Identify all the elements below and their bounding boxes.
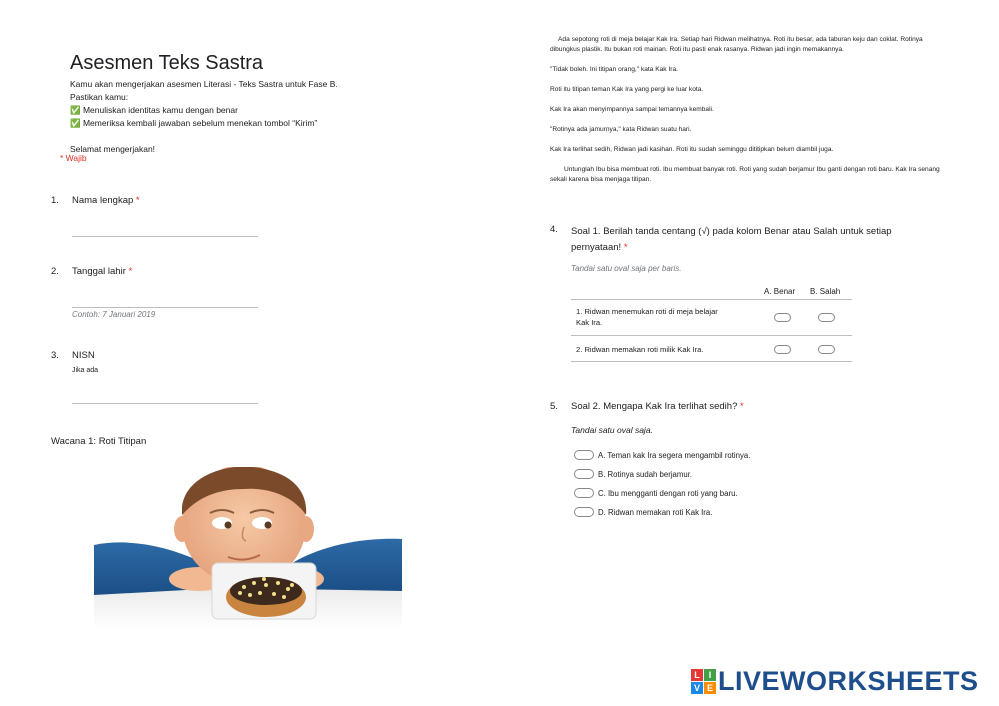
q4-label: Soal 1. Berilah tanda centang (√) pada kolom Benar atau Salah untuk setiap pernyataan! * (571, 226, 892, 253)
grid-divider (571, 335, 852, 336)
photo-boy-looking-at-bread (94, 467, 402, 629)
grid-column-benar: A. Benar (764, 287, 796, 296)
grid-row-2-benar-radio[interactable] (774, 345, 791, 354)
q2-hint: Contoh: 7 Januari 2019 (72, 310, 156, 319)
intro-line: Pastikan kamu: (70, 92, 129, 102)
reading-passage (550, 35, 942, 195)
passage-paragraph: Kak Ira akan menyimpannya sampai temannya kembali. (550, 105, 714, 113)
grid-divider (571, 361, 852, 362)
intro-line: ✅ Memeriksa kembali jawaban sebelum menekan tombol “Kirim” (70, 118, 318, 128)
passage-paragraph: "Tidak boleh. Ini titipan orang," kata Kak Ira. (550, 65, 678, 73)
form-title: Asesmen Teks Sastra (70, 52, 264, 74)
liveworksheets-logo (691, 668, 979, 695)
live-badge-icon: L I V E (691, 669, 716, 694)
grid-row-2-label: 2. Ridwan memakan roti milik Kak Ira. (576, 345, 704, 354)
q4-number: 4. (550, 224, 558, 235)
radio-oval[interactable] (574, 450, 594, 460)
q5-option-b[interactable]: B. Rotinya sudah berjamur. (574, 469, 692, 479)
grid-row-1-benar-radio[interactable] (774, 313, 791, 322)
passage-paragraph: Kak Ira terlihat sedih, Ridwan jadi kasihan. Roti itu sudah seminggu dititipkan belum diambil juga. (550, 146, 834, 154)
reading-title: Wacana 1: Roti Titipan (51, 436, 147, 447)
q2-label: Tanggal lahir * (72, 266, 133, 277)
passage-paragraph: Untunglah Ibu bisa membuat roti. Ibu membuat banyak roti. Roti yang sudah berjamur Ibu ganti dengan roti baru. Kak Ira senang sekali karena bisa menjaga titipan. (550, 166, 940, 183)
grid-column-salah: B. Salah (810, 287, 841, 296)
brand-name: LIVEWORKSHEETS (718, 666, 979, 696)
grid-divider (571, 299, 852, 300)
q5-number: 5. (550, 401, 558, 412)
q3-sub: Jika ada (72, 367, 99, 374)
q5-label: Soal 2. Mengapa Kak Ira terlihat sedih? * (571, 401, 744, 412)
radio-oval[interactable] (574, 507, 594, 517)
q1-label: Nama lengkap * (72, 195, 140, 206)
radio-oval[interactable] (574, 469, 594, 479)
grid-row-1-salah-radio[interactable] (818, 313, 835, 322)
intro-line: Kamu akan mengerjakan asesmen Literasi - Teks Sastra untuk Fase B. (70, 79, 338, 89)
q1-answer-line[interactable] (72, 236, 258, 237)
passage-paragraph: "Rotinya ada jamurnya," kata Ridwan suatu hari. (550, 125, 692, 133)
q3-number: 3. (51, 350, 59, 361)
q5-hint: Tandai satu oval saja. (571, 425, 653, 435)
required-note: * Wajib (60, 153, 87, 163)
q5-option-d[interactable]: D. Ridwan memakan roti Kak Ira. (574, 507, 712, 517)
q2-answer-line[interactable] (72, 307, 258, 308)
q5-option-a[interactable]: A. Teman kak Ira segera mengambil rotinya. (574, 450, 750, 460)
intro-line: Selamat mengerjakan! (70, 144, 156, 154)
passage-paragraph: Ada sepotong roti di meja belajar Kak Ira. Setiap hari Ridwan melihatnya. Roti itu besar, ada taburan keju dan coklat. Rotinya dibungkus plastik. Itu bukan roti mainan. Roti itu pasti enak rasanya. Ridwan jadi ingin memakannya. (550, 36, 923, 53)
form-intro (70, 78, 338, 156)
grid-row-1-label: 1. Ridwan menemukan roti di meja belajar Kak Ira. (576, 307, 718, 327)
passage-paragraph: Roti itu titipan teman Kak Ira yang pergi ke luar kota. (550, 85, 704, 93)
q3-label: NISN (72, 350, 95, 361)
q5-option-c[interactable]: C. Ibu mengganti dengan roti yang baru. (574, 488, 738, 498)
q3-answer-line[interactable] (72, 403, 258, 404)
grid-row-2-salah-radio[interactable] (818, 345, 835, 354)
q4-hint: Tandai satu oval saja per baris. (571, 264, 682, 273)
intro-line: ✅ Menuliskan identitas kamu dengan benar (70, 105, 238, 115)
q1-number: 1. (51, 195, 59, 206)
radio-oval[interactable] (574, 488, 594, 498)
intro-line (70, 130, 338, 143)
q2-number: 2. (51, 266, 59, 277)
